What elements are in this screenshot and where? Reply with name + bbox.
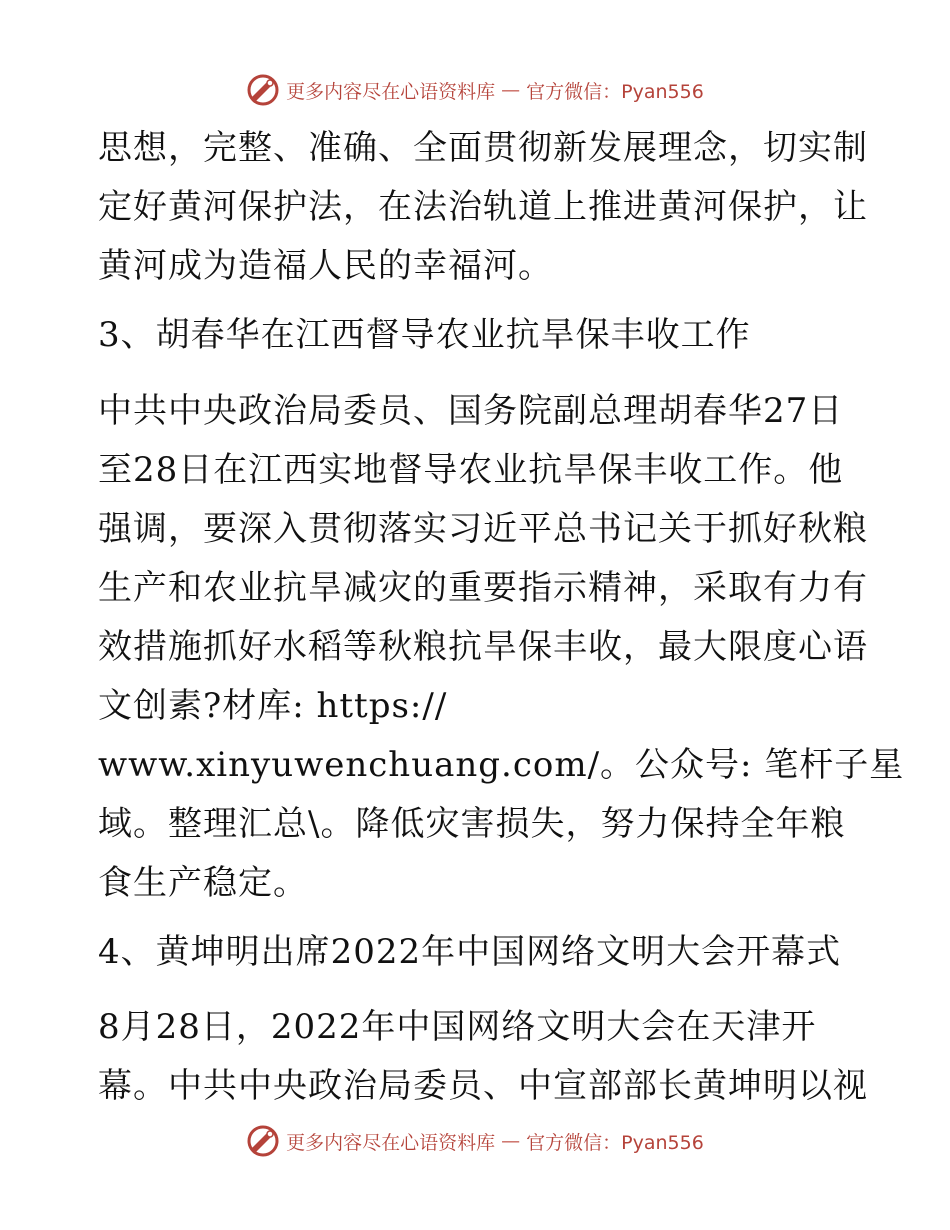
text-line: 8月28日，2022年中国网络文明大会在天津开 [98,1007,817,1047]
text-line: 文创素?材库: https:// [98,686,448,726]
section-heading: 3、胡春华在江西督导农业抗旱保丰收工作 [98,315,751,355]
footer-banner-separator: — [501,1130,521,1152]
brand-logo-icon [246,1124,280,1158]
footer-banner [0,1121,950,1161]
text-line: 生产和农业抗旱减灾的重要指示精神，采取有力有 [98,568,868,608]
footer-banner-text: 更多内容尽在心语资料库 [286,1131,496,1154]
text-line: 域。整理汇总\。降低灾害损失，努力保持全年粮 [98,804,846,844]
footer-banner-wechat: 官方微信：Pyan556 [526,1131,704,1154]
section-heading: 4、黄坤明出席2022年中国网络文明大会开幕式 [98,932,842,972]
text-line: 黄河成为造福人民的幸福河。 [98,246,553,286]
header-banner-wechat: 官方微信：Pyan556 [526,80,704,103]
header-banner [0,70,950,110]
brand-logo-icon [246,73,280,107]
text-line: 幕。中共中央政治局委员、中宣部部长黄坤明以视 [98,1066,868,1106]
text-line: 强调，要深入贯彻落实习近平总书记关于抓好秋粮 [98,509,868,549]
text-line: 食生产稳定。 [98,863,308,903]
text-line: www.xinyuwenchuang.com/。公众号: 笔杆子星 [98,745,905,785]
text-line: 定好黄河保护法，在法治轨道上推进黄河保护，让 [98,187,868,227]
header-banner-text: 更多内容尽在心语资料库 [286,80,496,103]
text-line: 效措施抓好水稻等秋粮抗旱保丰收，最大限度心语 [98,627,868,667]
text-line: 思想，完整、准确、全面贯彻新发展理念，切实制 [98,128,868,168]
text-line: 中共中央政治局委员、国务院副总理胡春华27日 [98,391,844,431]
text-line: 至28日在江西实地督导农业抗旱保丰收工作。他 [98,450,844,490]
header-banner-separator: — [501,79,521,101]
